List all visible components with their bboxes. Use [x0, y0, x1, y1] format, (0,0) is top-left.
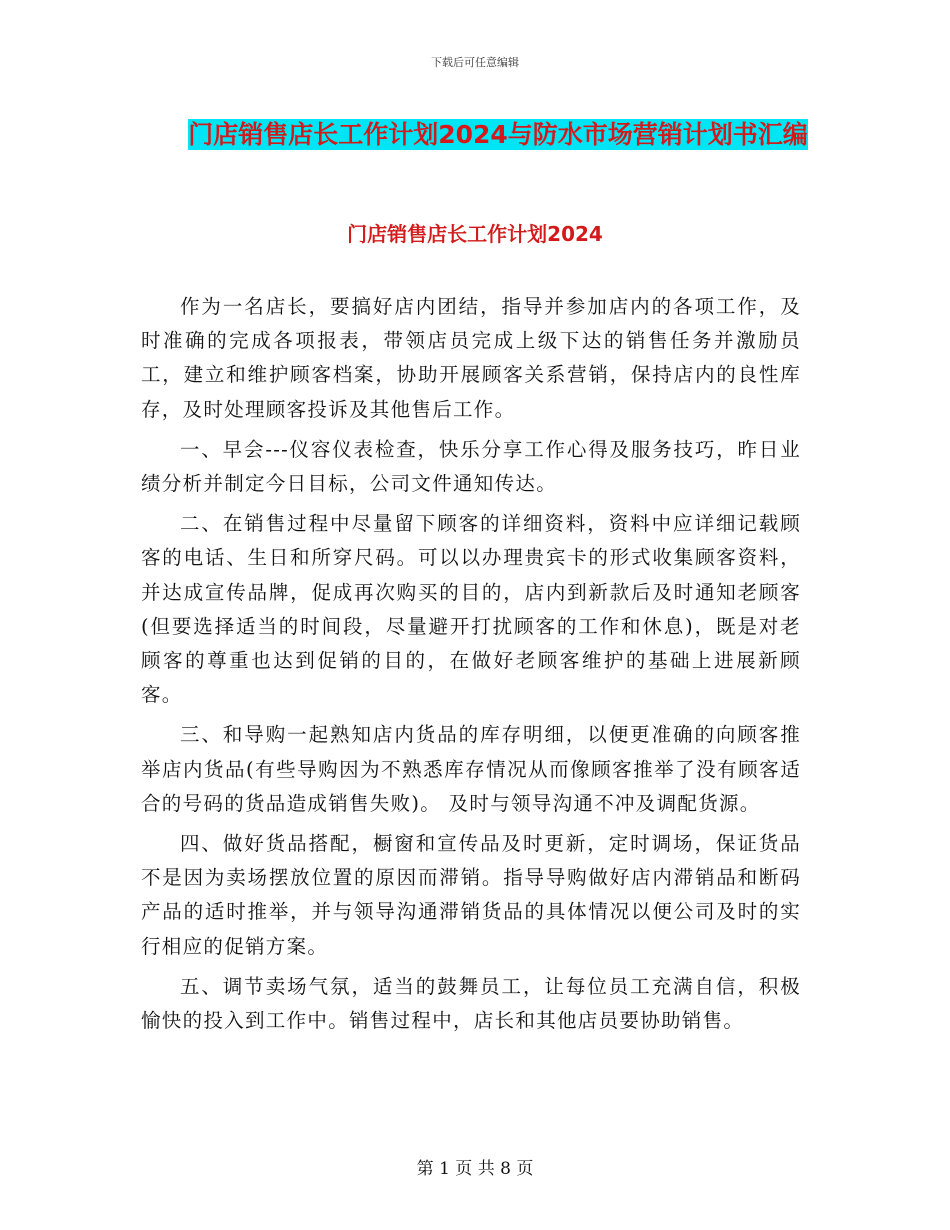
section-title: 门店销售店长工作计划2024 [347, 222, 603, 246]
paragraph-item-3: 三、和导购一起熟知店内货品的库存明细，以便更准确的向顾客推举店内货品(有些导购因为不熟悉库存情况从而像顾客推举了没有顾客适合的号码的货品造成销售失败)。 及时与领导沟通不冲及调配货源。 [141, 723, 801, 815]
page-number-footer: 第 1 页 共 8 页 [416, 1159, 534, 1179]
paragraph-item-1: 一、早会---仪容仪表检查，快乐分享工作心得及服务技巧，昨日业绩分析并制定今日目标，公司文件通知传达。 [141, 437, 801, 496]
header-note: 下载后可任意编辑 [431, 56, 519, 69]
document-body [141, 290, 801, 1044]
main-title-text: 门店销售店长工作计划2024与防水市场营销计划书汇编 [188, 120, 808, 149]
paragraph-intro: 作为一名店长，要搞好店内团结，指导并参加店内的各项工作，及时准确的完成各项报表，带领店员完成上级下达的销售任务并激励员工，建立和维护顾客档案，协助开展顾客关系营销，保持店内的良性库存，及时处理顾客投诉及其他售后工作。 [141, 295, 801, 421]
paragraph-item-2: 二、在销售过程中尽量留下顾客的详细资料，资料中应详细记载顾客的电话、生日和所穿尺码。可以以办理贵宾卡的形式收集顾客资料，并达成宣传品牌，促成再次购买的目的，店内到新款后及时通知老顾客(但要选择适当的时间段，尽量避开打扰顾客的工作和休息)，既是对老顾客的尊重也达到促销的目的，在做好老顾客维护的基础上进展新顾客。 [141, 512, 801, 707]
paragraph-item-4: 四、做好货品搭配，橱窗和宣传品及时更新，定时调场，保证货品不是因为卖场摆放位置的原因而滞销。指导导购做好店内滞销品和断码产品的适时推举，并与领导沟通滞销货品的具体情况以便公司及时的实行相应的促销方案。 [141, 832, 801, 958]
paragraph-item-5: 五、调节卖场气氛，适当的鼓舞员工，让每位员工充满自信，积极愉快的投入到工作中。销售过程中，店长和其他店员要协助销售。 [141, 974, 801, 1033]
document-main-title [186, 112, 810, 158]
